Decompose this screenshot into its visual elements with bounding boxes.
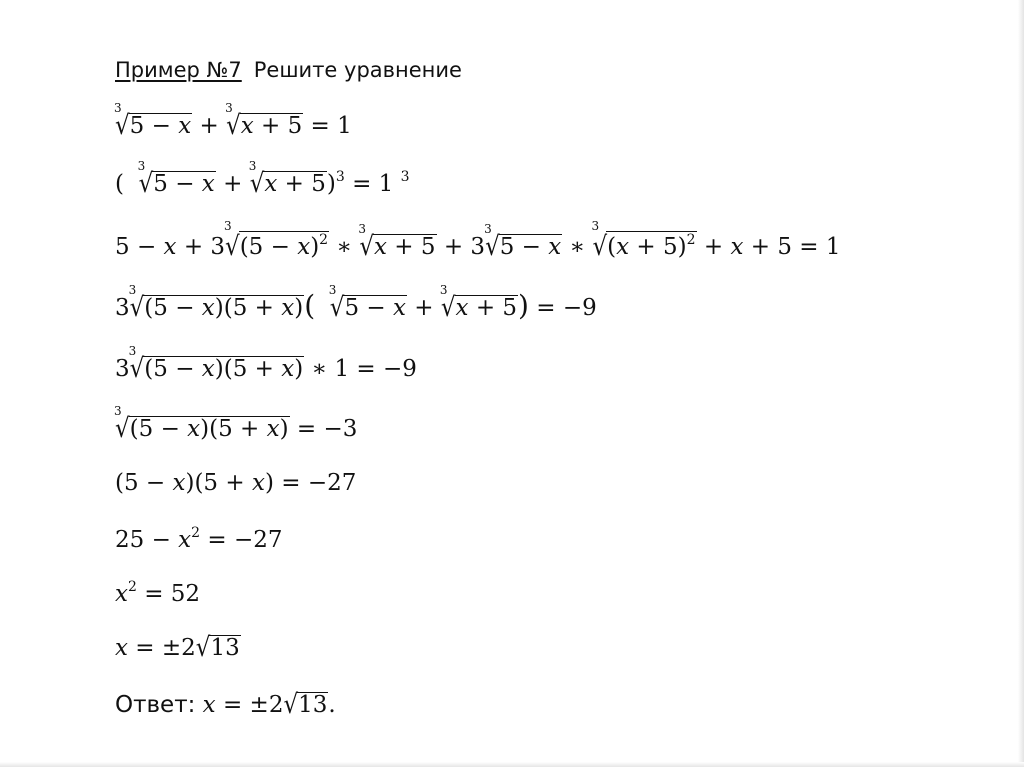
step-7: (5 − x)(5 + x) = −27 bbox=[115, 470, 357, 496]
step-8: $25 - x^2 = -27$ bbox=[115, 525, 283, 553]
step-4: 3 3 √(5 − x)(5 + x)( 3 √5 − x + 3 √x + 5) = −9 bbox=[115, 283, 597, 323]
page-edge-shadow-right bbox=[1018, 0, 1024, 767]
step-9: $x^2 = 52$ bbox=[115, 579, 201, 607]
step-5: 3 3 √(5 − x)(5 + x) ∗ 1 = −9 bbox=[115, 344, 417, 384]
answer-line: Ответ: x = ±2√13. bbox=[115, 689, 336, 720]
page-edge-shadow-bottom bbox=[0, 762, 1024, 767]
step-10: x = ±2√13 bbox=[115, 632, 240, 663]
example-task: Решите уравнение bbox=[253, 58, 462, 82]
example-heading bbox=[115, 58, 462, 82]
step-6: 3 √(5 − x)(5 + x) = −3 bbox=[114, 404, 358, 444]
example-number: Пример №7 bbox=[115, 58, 242, 82]
step-1: 3 √5 − x + 3 √x + 5 = 1 bbox=[114, 101, 352, 141]
step-3: 5 − x + 3 3 $√(5 - x)^2$ ∗ 3 √x + 5 + 3 3 √5 − x ∗ 3 $√(x + 5)^2 + x + 5 = 1$ bbox=[115, 219, 841, 262]
step-2: ( 3 √5 − x + 3 √x + 5)$^3$ = 1 $^3$ bbox=[115, 159, 410, 199]
answer-label: Ответ: bbox=[115, 692, 196, 718]
